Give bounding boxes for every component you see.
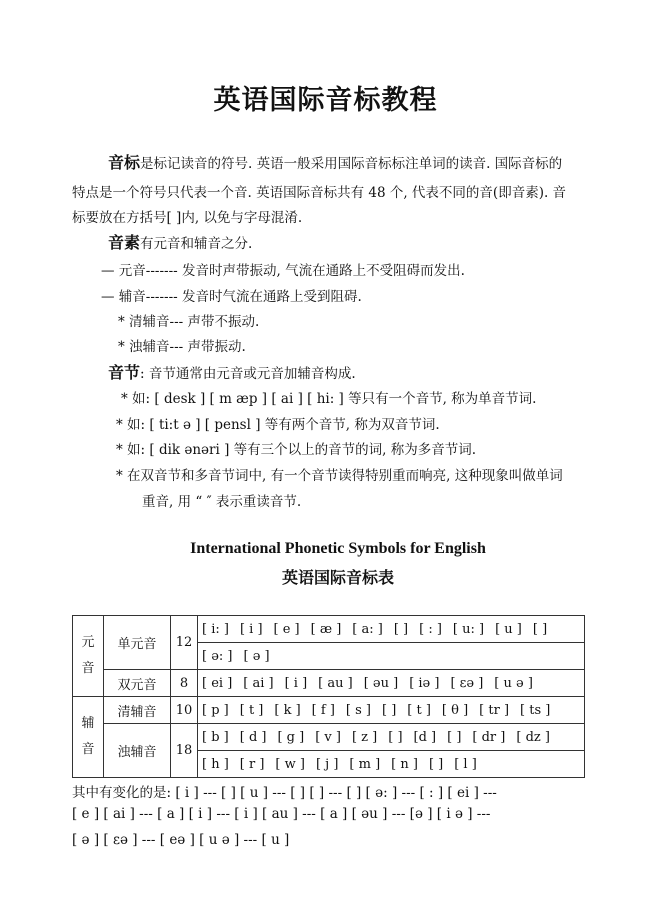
ipa-symbol: [ p ] [202,702,229,718]
ipa-symbol: [ θ ] [441,702,469,718]
ipa-symbol: [ ai ] [243,675,274,691]
ipa-symbol: [ ei ] [202,675,233,691]
phoneme-heading [108,230,252,253]
ipa-symbol: [ εə ] [450,675,484,691]
ipa-symbol: [ dr ] [472,729,506,745]
changes-line-1: 其中有变化的是: [ i ] --- [ ] [ u ] --- [ ] [ ] --- [ ] [ ə: ] --- [ : ] [ ei ] --- [72,785,497,801]
intro-line-1 [108,150,562,173]
syllable-example-2: * 如: [ ti:t ə ] [ pensl ] 等有两个音节, 称为双音节词. [116,417,440,433]
ipa-symbol: [ u: ] [452,621,485,637]
ipa-symbol: [ tr ] [479,702,510,718]
row-count: 8 [171,670,198,697]
symbol-cell [198,751,585,778]
ipa-symbol: [ æ ] [310,621,342,637]
syllable-text: : 音节通常由元音或元音加辅音构成. [140,366,356,382]
ipa-symbol: [ i: ] [202,621,229,637]
ipa-table [72,615,585,778]
ipa-symbol: [ h ] [202,756,229,772]
ipa-symbol: [ ] [447,729,462,745]
ipa-symbol: [ u ə ] [494,675,533,691]
ipa-symbol: [ ə ] [243,648,270,664]
vowel-definition: — 元音------- 发音时声带振动, 气流在通路上不受阻碍而发出. [101,263,465,279]
intro-line-2: 特点是一个符号只代表一个音. 英语国际音标共有 48 个, 代表不同的音(即音素). 音 [72,185,567,201]
ipa-symbol: [ v ] [315,729,341,745]
row-count: 10 [171,697,198,724]
symbol-cell [198,670,585,697]
symbol-cell [198,697,585,724]
syllable-heading [108,360,356,383]
ipa-symbol: [ j ] [315,756,339,772]
consonant-category: 辅音 [73,697,104,778]
row-type: 浊辅音 [104,724,171,778]
ipa-symbol: [ a: ] [352,621,383,637]
changes-line-2: [ e ] [ ai ] --- [ a ] [ i ] --- [ i ] [ au ] --- [ a ] [ əu ] --- [ə ] [ i ə ] --- [72,806,491,822]
ipa-symbol: [ i ] [284,675,308,691]
symbol-cell [198,616,585,643]
ipa-symbol: [ ə: ] [202,648,233,664]
row-type: 清辅音 [104,697,171,724]
syllable-example-3: * 如: [ dik ənəri ] 等有三个以上的音节的词, 称为多音节词. [116,442,477,458]
ipa-symbol: [d ] [413,729,437,745]
ipa-symbol: [ ] [428,756,444,772]
phoneme-lead: 音素 [108,233,141,252]
intro-text-1: 是标记读音的符号. 英语一般采用国际音标标注单词的读音. 国际音标的 [140,156,563,172]
ipa-symbol: [ l ] [454,756,477,772]
ipa-symbol: [ dz ] [516,729,550,745]
page-title: 英语国际音标教程 [213,85,438,116]
ipa-symbol: [ m ] [349,756,381,772]
row-count: 12 [171,616,198,670]
ipa-symbol: [ i ] [239,621,263,637]
ipa-symbol: [ n ] [391,756,418,772]
changes-line-3: [ ə ] [ εə ] --- [ eə ] [ u ə ] --- [ u ] [72,832,290,848]
consonant-definition: — 辅音------- 发音时气流在通路上受到阻碍. [101,289,362,305]
intro-lead: 音标 [108,153,141,172]
voiceless-definition: * 清辅音--- 声带不振动. [118,314,260,330]
table-title-en: International Phonetic Symbols for English [190,540,486,557]
symbol-cell [198,643,585,670]
ipa-symbol: [ əu ] [363,675,399,691]
vowel-category: 元音 [73,616,104,697]
ipa-symbol: [ k ] [274,702,301,718]
stress-note-line-2: 重音, 用 “ ″ 表示重读音节. [142,494,302,510]
row-type: 单元音 [104,616,171,670]
ipa-symbol: [ r ] [239,756,265,772]
table-row [73,616,585,643]
ipa-symbol: [ u ] [495,621,522,637]
ipa-symbol: [ t ] [407,702,431,718]
ipa-symbol: [ ] [393,621,409,637]
ipa-symbol: [ e ] [273,621,300,637]
row-count: 18 [171,724,198,778]
ipa-symbol: [ s ] [345,702,371,718]
ipa-symbol: [ t ] [239,702,264,718]
table-row [73,724,585,751]
voiced-definition: * 浊辅音--- 声带振动. [118,339,246,355]
table-title-zh: 英语国际音标表 [281,568,394,587]
table-row [73,670,585,697]
syllable-example-1: * 如: [ desk ] [ m æp ] [ ai ] [ hi: ] 等只有一个音节, 称为单音节词. [121,391,537,407]
ipa-symbol: [ f ] [311,702,335,718]
ipa-symbol: [ b ] [202,729,229,745]
symbol-cell [198,724,585,751]
ipa-symbol: [ g ] [277,729,305,745]
ipa-symbol: [ iə ] [409,675,440,691]
ipa-symbol: [ au ] [318,675,353,691]
ipa-symbol: [ ] [388,729,403,745]
table-row [73,697,585,724]
ipa-symbol: [ ts ] [520,702,551,718]
row-type: 双元音 [104,670,171,697]
stress-note-line-1: * 在双音节和多音节词中, 有一个音节读得特别重而响亮, 这种现象叫做单词 [116,468,563,484]
ipa-symbol: [ ] [382,702,397,718]
ipa-symbol: [ w ] [275,756,305,772]
ipa-symbol: [ : ] [419,621,442,637]
ipa-symbol: [ d ] [239,729,267,745]
phoneme-text: 有元音和辅音之分. [140,236,253,252]
syllable-lead: 音节 [108,363,141,382]
ipa-symbol: [ ] [532,621,548,637]
intro-line-3: 标要放在方括号[ ]内, 以免与字母混淆. [72,210,303,226]
ipa-symbol: [ z ] [351,729,378,745]
